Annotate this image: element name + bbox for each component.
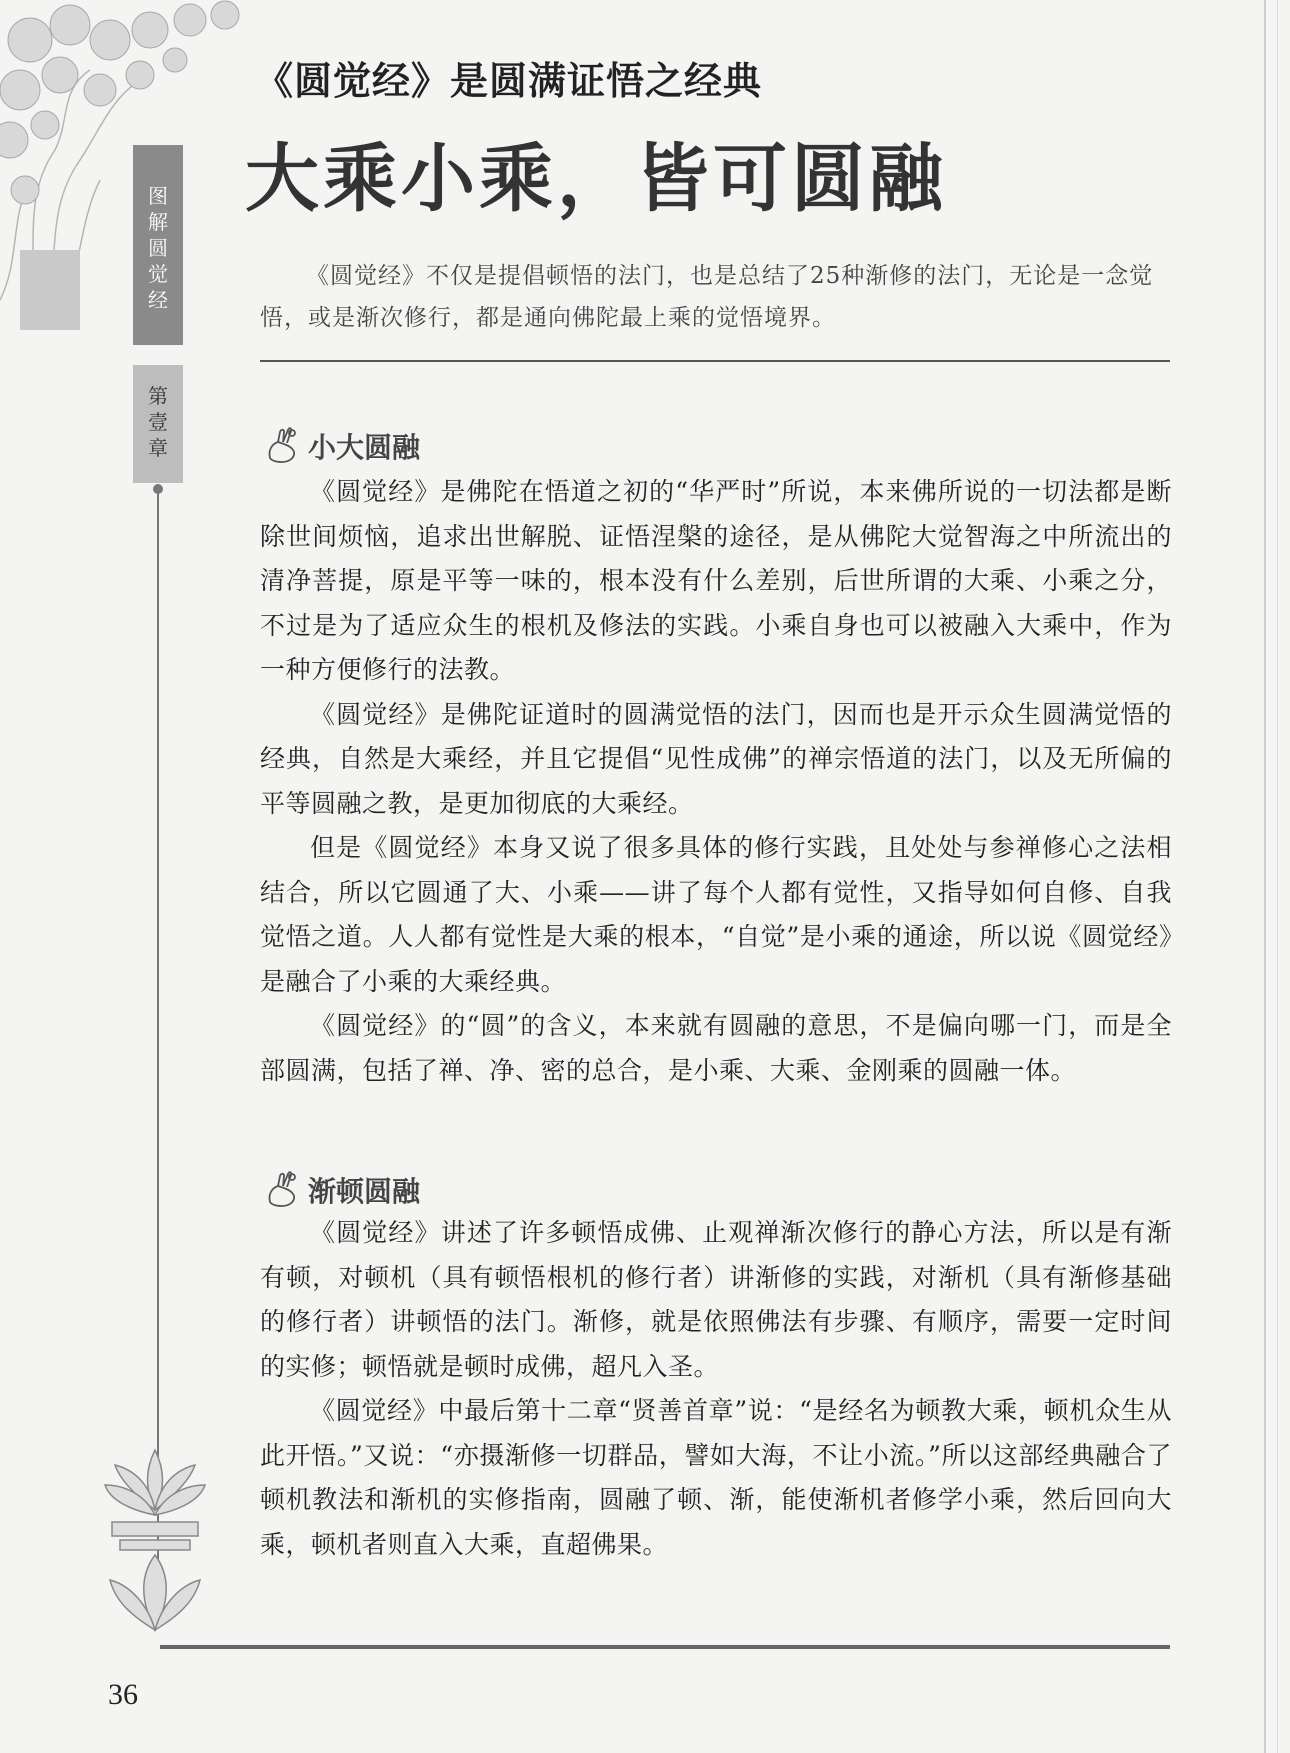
section-title: 渐顿圆融 bbox=[308, 1175, 421, 1208]
paragraph: 但是《圆觉经》本身又说了很多具体的修行实践，且处处与参禅修心之法相结合，所以它圆通了大、小乘——讲了每个人都有觉性，又指导如何自修、自我觉悟之道。人人都有觉性是大乘的根本，“自觉”是小乘的通途，所以说《圆觉经》是融合了小乘的大乘经典。 bbox=[260, 833, 1172, 996]
section-body-2 bbox=[260, 1211, 1172, 1567]
paragraph: 《圆觉经》的“圆”的含义，本来就有圆融的意思，不是偏向哪一门，而是全部圆满，包括了禅、净、密的总合，是小乘、大乘、金刚乘的圆融一体。 bbox=[260, 1011, 1172, 1085]
page-title: 大乘小乘，皆可圆融 bbox=[245, 136, 947, 222]
intro-paragraph: 《圆觉经》不仅是提倡顿悟的法门，也是总结了25种渐修的法门，无论是一念觉悟，或是渐次修行，都是通向佛陀最上乘的觉悟境界。 bbox=[260, 263, 1154, 331]
section-body-1 bbox=[260, 470, 1172, 1093]
intro-divider bbox=[260, 360, 1170, 362]
paragraph: 《圆觉经》中最后第十二章“贤善首章”说：“是经名为顿教大乘，顿机众生从此开悟。”又说：“亦摄渐修一切群品，譬如大海，不让小流。”所以这部经典融合了顿机教法和渐机的实修指南，圆融了顿、渐，能使渐机者修学小乘，然后回向大乘，顿机者则直入大乘，直超佛果。 bbox=[260, 1396, 1172, 1559]
book-title-vertical: 图 解 圆 觉 经 bbox=[148, 184, 168, 312]
lotus-ornament bbox=[100, 1440, 210, 1640]
paragraph: 《圆觉经》是佛陀在悟道之初的“华严时”所说，本来佛所说的一切法都是断除世间烦恼，追求出世解脱、证悟涅槃的途径，是从佛陀大觉智海之中所流出的清净菩提，原是平等一味的，根本没有什么差别，后世所谓的大乘、小乘之分，不过是为了适应众生的根机及修法的实践。小乘自身也可以被融入大乘中，作为一种方便修行的法教。 bbox=[260, 477, 1172, 684]
paragraph: 《圆觉经》讲述了许多顿悟成佛、止观禅渐次修行的静心方法，所以是有渐有顿，对顿机（具有顿悟根机的修行者）讲渐修的实践，对渐机（具有渐修基础的修行者）讲顿悟的法门。渐修，就是依照佛法有步骤、有顺序，需要一定时间的实修；顿悟就是顿时成佛，超凡入圣。 bbox=[260, 1218, 1172, 1381]
page-number: 36 bbox=[108, 1678, 138, 1711]
footer-rule bbox=[160, 1645, 1170, 1649]
chapter-side-tab bbox=[133, 145, 183, 483]
hand-mudra-icon bbox=[262, 1168, 304, 1210]
chapter-label-vertical: 第 壹 章 bbox=[148, 384, 168, 460]
page-subtitle: 《圆觉经》是圆满证悟之经典 bbox=[255, 58, 763, 103]
paragraph: 《圆觉经》是佛陀证道时的圆满觉悟的法门，因而也是开示众生圆满觉悟的经典，自然是大乘经，并且它提倡“见性成佛”的禅宗悟道的法门，以及无所偏的平等圆融之教，是更加彻底的大乘经。 bbox=[260, 699, 1172, 818]
section-title: 小大圆融 bbox=[308, 431, 421, 464]
page-edge bbox=[1264, 0, 1266, 1753]
hand-mudra-icon bbox=[262, 424, 304, 466]
page-edge-inner bbox=[1277, 0, 1278, 1753]
